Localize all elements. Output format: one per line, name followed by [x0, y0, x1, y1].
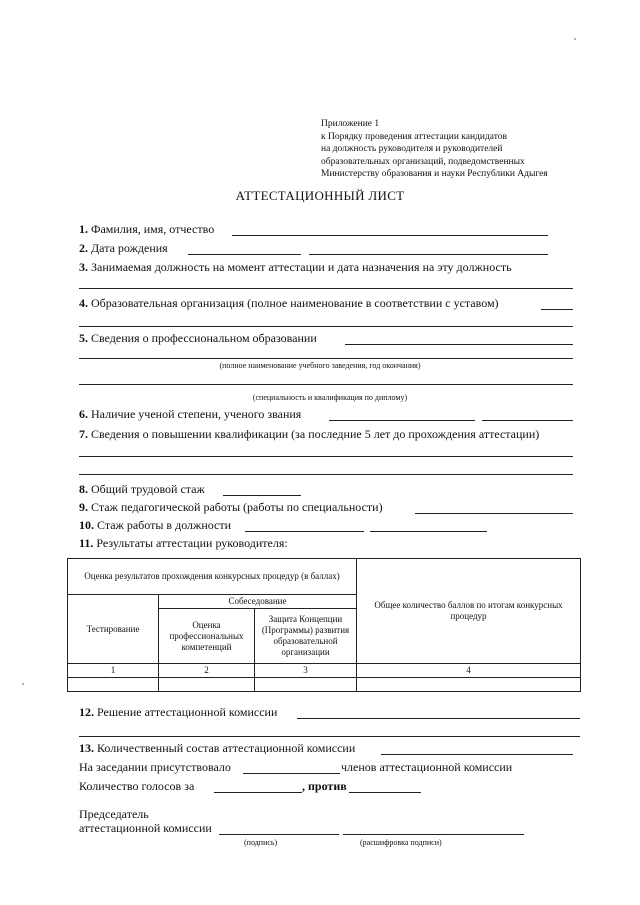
position-experience-extra-field[interactable] [370, 531, 487, 532]
column-number: 2 [159, 664, 255, 678]
item-label: Дата рождения [91, 241, 168, 255]
item-number: 11. [79, 536, 94, 550]
appendix-line: к Порядку проведения аттестации кандидатов [321, 131, 508, 142]
scores-header: Оценка результатов прохождения конкурсных процедур (в баллах) [68, 559, 357, 595]
concept-defense-score-cell[interactable] [255, 678, 357, 692]
education-field[interactable] [79, 358, 573, 359]
full-name-field[interactable] [232, 235, 548, 236]
qualification-field-1[interactable] [79, 456, 573, 457]
item-label: Сведения о повышении квалификации (за последние 5 лет до прохождения аттестации) [91, 427, 540, 441]
interview-header: Собеседование [159, 595, 357, 609]
votes-against-label: , против [302, 779, 347, 793]
item-position-experience [79, 518, 231, 533]
item-label: Общий трудовой стаж [91, 482, 205, 496]
scan-speck [22, 683, 24, 685]
present-suffix: членов аттестационной комиссии [341, 760, 513, 774]
item-label: Результаты аттестации руководителя: [96, 536, 288, 550]
item-commission-size [79, 741, 355, 756]
item-number: 5. [79, 331, 88, 345]
votes-for-label [79, 779, 194, 794]
item-number: 1. [79, 222, 88, 236]
decision-field[interactable] [79, 736, 580, 737]
item-label: Стаж педагогической работы (работы по специальности) [91, 500, 383, 514]
position-field[interactable] [79, 288, 573, 289]
qualification-field-2[interactable] [79, 474, 573, 475]
present-count-field[interactable] [243, 773, 340, 774]
scan-speck [574, 38, 576, 40]
birth-date-extra-field[interactable] [309, 254, 548, 255]
organization-field-inline[interactable] [541, 309, 573, 310]
chairman-label: Председатель [79, 807, 149, 821]
signature-caption: (подпись) [244, 838, 278, 847]
item-full-name [79, 222, 214, 237]
total-score-cell[interactable] [357, 678, 581, 692]
column-number: 3 [255, 664, 357, 678]
item-position [79, 260, 512, 275]
education-field-inline[interactable] [345, 344, 573, 345]
column-number: 1 [68, 664, 159, 678]
document-title: АТТЕСТАЦИОННЫЙ ЛИСТ [235, 188, 405, 203]
degree-field[interactable] [329, 420, 475, 421]
teaching-experience-field[interactable] [415, 513, 573, 514]
item-teaching-experience [79, 500, 383, 515]
signature-field[interactable] [219, 834, 339, 835]
present-prefix: На заседании присутствовало [79, 760, 231, 774]
specialty-field[interactable] [79, 384, 573, 385]
appendix-note [321, 118, 548, 181]
chairman-commission-label: аттестационной комиссии [79, 821, 212, 835]
testing-score-cell[interactable] [68, 678, 159, 692]
item-label: Решение аттестационной комиссии [97, 705, 278, 719]
item-qualification [79, 427, 539, 442]
item-label: Стаж работы в должности [97, 518, 232, 532]
appendix-line: Министерству образования и науки Республики Адыгея [321, 169, 548, 179]
signature-decode-caption: (расшифровка подписи) [360, 838, 442, 847]
total-score-header: Общее количество баллов по итогам конкурсных процедур [357, 559, 581, 664]
item-label: Сведения о профессиональном образовании [91, 331, 317, 345]
item-label: Фамилия, имя, отчество [91, 222, 215, 236]
item-label: Наличие ученой степени, ученого звания [91, 407, 302, 421]
item-decision [79, 705, 277, 720]
item-label: Количественный состав аттестационной комиссии [97, 741, 356, 755]
position-experience-field[interactable] [245, 531, 364, 532]
item-number: 6. [79, 407, 88, 421]
item-total-experience [79, 482, 205, 497]
appendix-line: Приложение 1 [321, 119, 380, 129]
item-birth-date [79, 241, 168, 256]
item-label: Образовательная организация (полное наименование в соответствии с уставом) [91, 296, 499, 310]
votes-for-field[interactable] [214, 792, 302, 793]
specialty-caption: (специальность и квалификация по диплому) [252, 393, 408, 402]
votes-against-field[interactable] [349, 792, 421, 793]
item-number: 9. [79, 500, 88, 514]
item-results [79, 536, 288, 551]
item-number: 8. [79, 482, 88, 496]
appendix-line: на должность руководителя и руководителей [321, 144, 503, 154]
item-number: 4. [79, 296, 88, 310]
item-number: 13. [79, 741, 94, 755]
decision-field-inline[interactable] [297, 718, 580, 719]
institution-caption: (полное наименование учебного заведения, год окончания) [219, 361, 421, 370]
item-number: 10. [79, 518, 94, 532]
item-number: 3. [79, 260, 88, 274]
title-field[interactable] [482, 420, 573, 421]
item-education [79, 331, 317, 346]
total-experience-field[interactable] [223, 495, 301, 496]
results-table [67, 558, 581, 692]
column-number: 4 [357, 664, 581, 678]
commission-size-field[interactable] [381, 754, 573, 755]
item-number: 12. [79, 705, 94, 719]
item-degree [79, 407, 301, 422]
testing-header: Тестирование [68, 595, 159, 664]
prof-competence-header: Оценка профессиональных компетенций [159, 609, 255, 664]
item-organization [79, 296, 499, 311]
concept-defense-header: Защита Концепции (Программы) развития образовательной организации [255, 609, 357, 664]
prof-competence-score-cell[interactable] [159, 678, 255, 692]
item-number: 2. [79, 241, 88, 255]
organization-field[interactable] [79, 326, 573, 327]
signature-decode-field[interactable] [343, 834, 524, 835]
item-label: Занимаемая должность на момент аттестации и дата назначения на эту должность [91, 260, 512, 274]
appendix-line: образовательных организаций, подведомственных [321, 156, 525, 167]
votes-prefix: Количество голосов за [79, 779, 195, 793]
birth-date-field[interactable] [188, 254, 301, 255]
item-number: 7. [79, 427, 88, 441]
